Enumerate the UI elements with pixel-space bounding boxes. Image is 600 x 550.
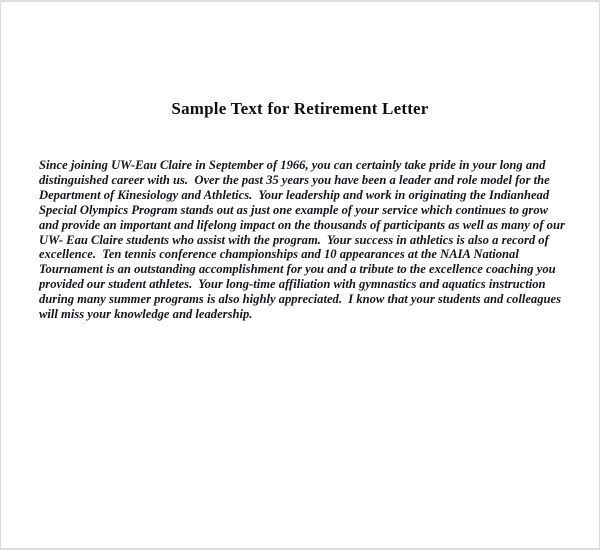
page-title: Sample Text for Retirement Letter: [171, 99, 429, 118]
letter-body-paragraph: Since joining UW-Eau Claire in September of 1966, you can certainly take pride in your long and distinguished career with us. Over the past 35 years you have been a leader and role model for the Department of Kinesiology and Athletics. Your leadership and work in originating the Indianhead Special Olympics Program stands out as just one example of your service which continues to grow and provide an important and lifelong impact on the thousands of participants as well as many of our UW- Eau Claire students who assist with the program. Your success in athletics is also a record of excellence. Ten tennis conference championships and 10 appearances at the NAIA National Tournament is an outstanding accomplishment for you and a tribute to the excellence coaching you provided our student athletes. Your long-time affiliation with gymnastics and aquatics instruction during many summer programs is also highly appreciated. I know that your students and colleagues will miss your knowledge and leadership.: [39, 158, 569, 322]
